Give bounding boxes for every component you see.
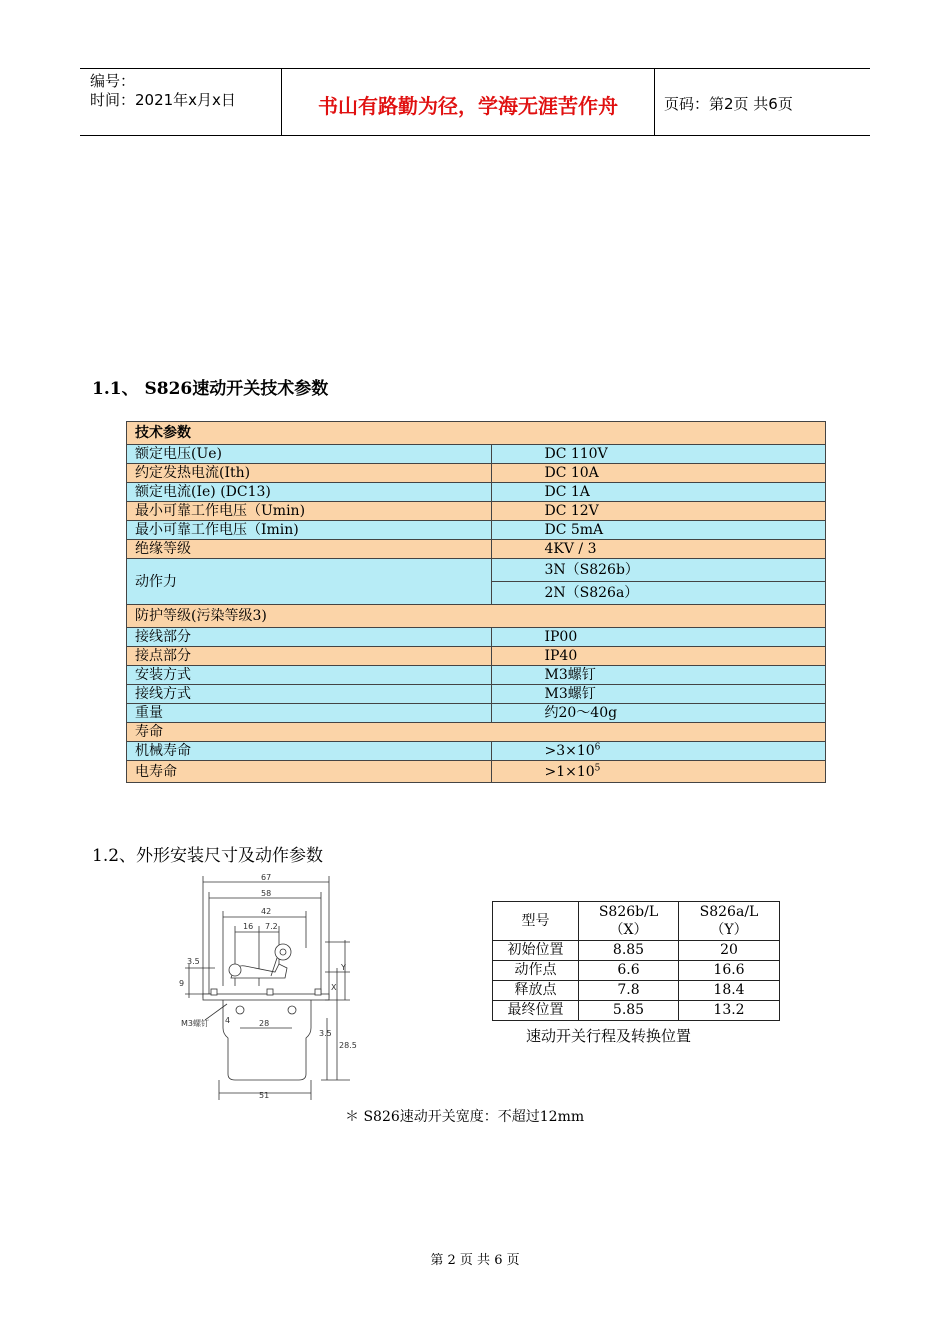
life-exponent: 6 xyxy=(594,742,601,753)
table-row xyxy=(127,723,826,742)
table-row xyxy=(127,742,826,761)
col-header-a-line2: （Y） xyxy=(710,922,748,938)
subheader: 防护等级(污染等级3) xyxy=(127,605,826,628)
dim-7-2: 7.2 xyxy=(265,922,278,931)
table-row xyxy=(493,902,780,941)
dim-3-5: 3.5 xyxy=(187,957,200,966)
switch-outline-drawing xyxy=(175,868,365,1108)
table-row xyxy=(127,704,826,723)
param-label: 最小可靠工作电压（Imin) xyxy=(127,521,492,540)
table-row xyxy=(127,521,826,540)
dim-16: 16 xyxy=(243,922,254,931)
cell-b: 6.6 xyxy=(579,961,679,981)
dim-51: 51 xyxy=(259,1091,270,1100)
cell-a: 20 xyxy=(679,941,780,961)
stroke-table xyxy=(492,901,780,1021)
param-value: 3N（S826b） xyxy=(492,559,826,582)
dim-4: 4 xyxy=(225,1016,231,1025)
cell-a: 18.4 xyxy=(679,981,780,1001)
subheader: 寿命 xyxy=(127,723,826,742)
row-label: 最终位置 xyxy=(493,1001,579,1021)
section-1-title: 1.1、 S826速动开关技术参数 xyxy=(92,379,329,399)
param-label: 机械寿命 xyxy=(127,742,492,761)
life-exponent: 5 xyxy=(594,762,601,773)
section-2-title: 1.2、外形安装尺寸及动作参数 xyxy=(92,846,324,866)
param-label: 动作力 xyxy=(127,559,492,605)
header-time: 时间：2021年x月x日 xyxy=(90,91,236,109)
param-value: M3螺钉 xyxy=(492,666,826,685)
table-row xyxy=(493,981,780,1001)
col-header-a-line1: S826a/L xyxy=(699,904,759,920)
param-value: DC 12V xyxy=(492,502,826,521)
life-base: >1×10 xyxy=(544,763,595,780)
table-row xyxy=(493,961,780,981)
param-value: DC 110V xyxy=(492,445,826,464)
table-row xyxy=(493,941,780,961)
dim-3-5b: 3.5 xyxy=(319,1029,332,1038)
table-row xyxy=(493,1001,780,1021)
cell-a: 16.6 xyxy=(679,961,780,981)
header-meta xyxy=(90,72,236,110)
life-base: >3×10 xyxy=(544,743,595,759)
param-label: 约定发热电流(Ith) xyxy=(127,464,492,483)
param-value: 4KV / 3 xyxy=(492,540,826,559)
param-label: 额定电流(Ie) (DC13) xyxy=(127,483,492,502)
header-motto: 书山有路勤为径，学海无涯苦作舟 xyxy=(318,94,618,118)
param-label: 绝缘等级 xyxy=(127,540,492,559)
dim-28-5: 28.5 xyxy=(339,1041,357,1050)
table-row xyxy=(127,464,826,483)
param-label: 电寿命 xyxy=(127,761,492,783)
dim-58: 58 xyxy=(261,889,272,898)
stroke-table-caption: 速动开关行程及转换位置 xyxy=(526,1027,692,1045)
param-label: 最小可靠工作电压（Umin) xyxy=(127,502,492,521)
row-label: 初始位置 xyxy=(493,941,579,961)
table-row xyxy=(127,605,826,628)
param-value: 约20～40g xyxy=(492,704,826,723)
table-row xyxy=(127,502,826,521)
table-row xyxy=(127,647,826,666)
table-row xyxy=(127,628,826,647)
header-number: 编号： xyxy=(90,72,136,90)
tech-params-table xyxy=(126,421,826,783)
table-row xyxy=(127,540,826,559)
param-value: DC 1A xyxy=(492,483,826,502)
table-row xyxy=(127,559,826,582)
param-value: IP00 xyxy=(492,628,826,647)
table-row xyxy=(127,761,826,783)
row-label: 释放点 xyxy=(493,981,579,1001)
row-label: 动作点 xyxy=(493,961,579,981)
param-label: 接线方式 xyxy=(127,685,492,704)
param-label: 额定电压(Ue) xyxy=(127,445,492,464)
cell-b: 5.85 xyxy=(579,1001,679,1021)
col-header-b xyxy=(579,902,679,941)
param-value: IP40 xyxy=(492,647,826,666)
col-header-a xyxy=(679,902,780,941)
dim-28: 28 xyxy=(259,1019,270,1028)
param-value: 2N（S826a） xyxy=(492,582,826,605)
col-header-model: 型号 xyxy=(493,902,579,941)
param-label: 接点部分 xyxy=(127,647,492,666)
table-row xyxy=(127,422,826,445)
param-label: 重量 xyxy=(127,704,492,723)
dim-x: X xyxy=(331,983,337,992)
col-header-b-line2: （X） xyxy=(609,922,648,938)
page-footer: 第 2 页 共 6 页 xyxy=(430,1253,520,1268)
width-note: ＊ S826速动开关宽度：不超过12mm xyxy=(345,1109,585,1125)
header-divider-2 xyxy=(654,68,655,136)
param-value: DC 5mA xyxy=(492,521,826,540)
param-value xyxy=(492,761,826,783)
table-row xyxy=(127,685,826,704)
table-header: 技术参数 xyxy=(127,422,826,445)
param-value: DC 10A xyxy=(492,464,826,483)
param-label: 接线部分 xyxy=(127,628,492,647)
table-row xyxy=(127,666,826,685)
label-m3: M3螺钉 xyxy=(181,1019,209,1028)
cell-b: 7.8 xyxy=(579,981,679,1001)
table-row xyxy=(127,483,826,502)
header-top-rule xyxy=(80,68,870,69)
cell-a: 13.2 xyxy=(679,1001,780,1021)
col-header-b-line1: S826b/L xyxy=(598,904,659,920)
header-page: 页码：第2页 共6页 xyxy=(664,95,793,113)
dim-9: 9 xyxy=(179,979,185,988)
cell-b: 8.85 xyxy=(579,941,679,961)
header-bottom-rule xyxy=(80,135,870,136)
dim-42: 42 xyxy=(261,907,272,916)
dim-y: Y xyxy=(341,963,346,972)
param-label: 安装方式 xyxy=(127,666,492,685)
param-value: M3螺钉 xyxy=(492,685,826,704)
dim-67: 67 xyxy=(261,873,272,882)
param-value xyxy=(492,742,826,761)
table-row xyxy=(127,445,826,464)
